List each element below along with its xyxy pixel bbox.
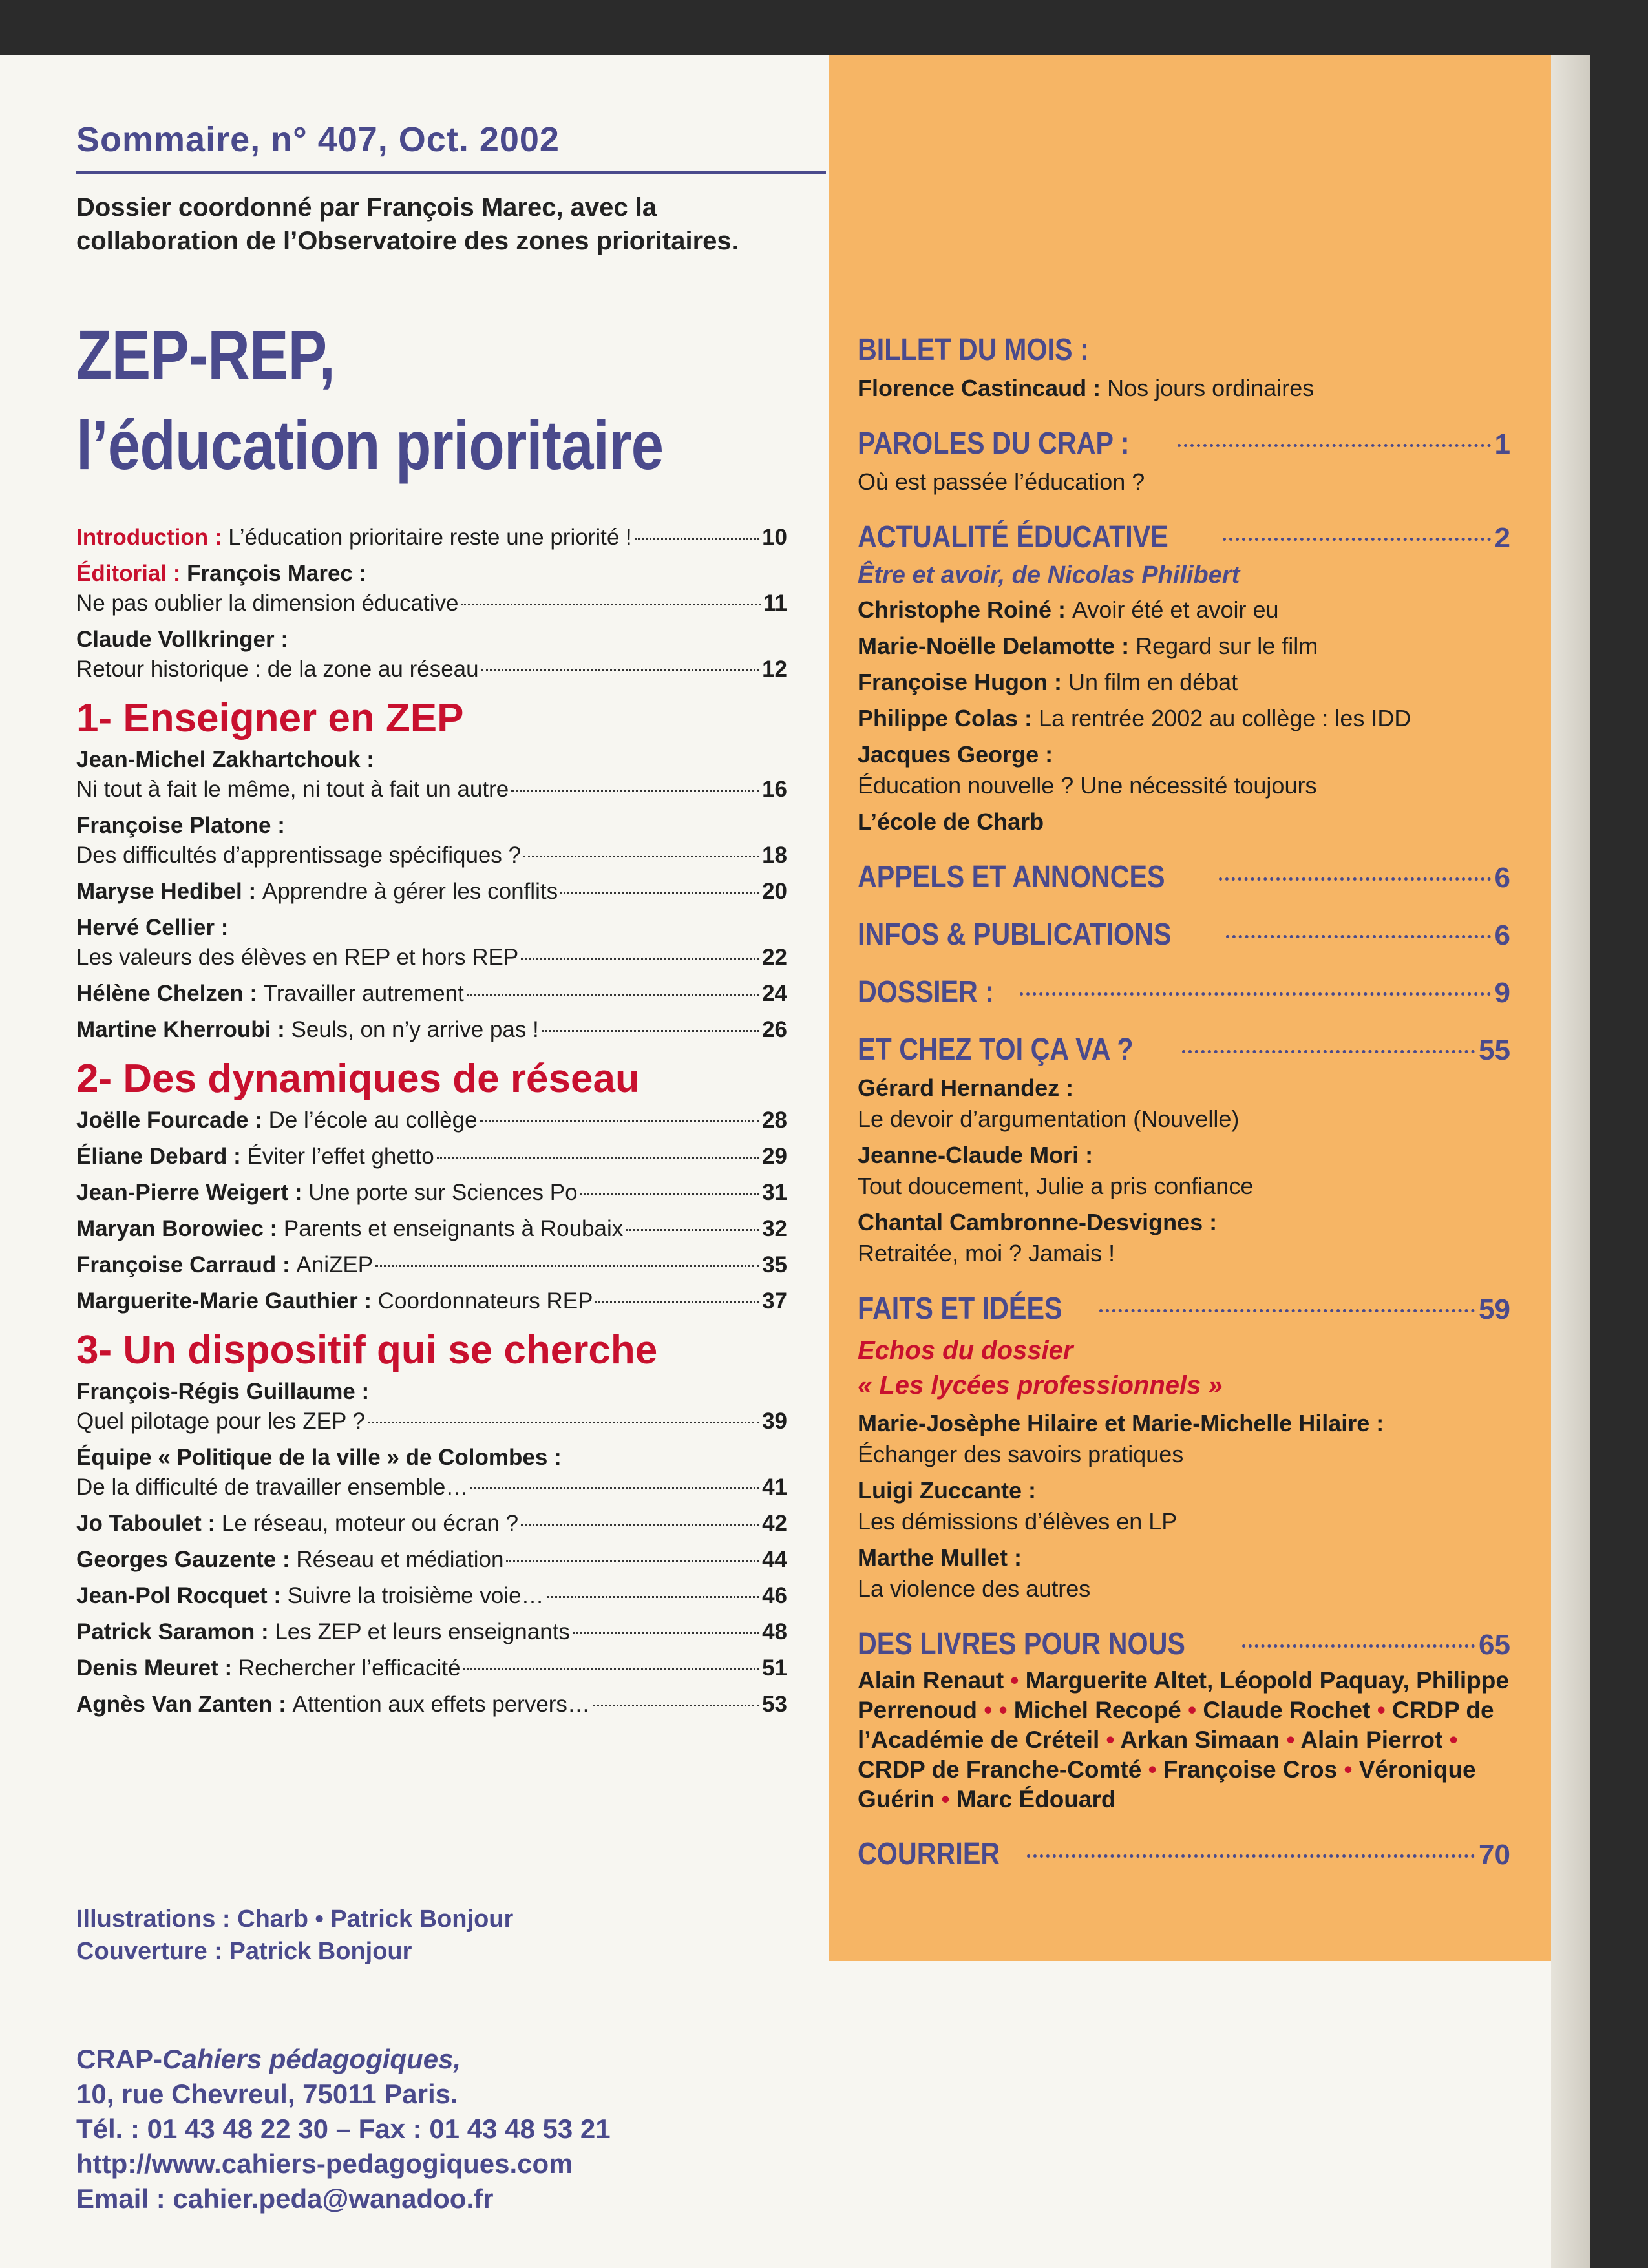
toc-entry[interactable] [76,1178,787,1208]
list-item[interactable] [858,1408,1510,1470]
entry-author: Jeanne-Claude Mori : [858,1142,1093,1168]
address-street: 10, rue Chevreul, 75011 Paris. [76,2079,458,2109]
bullet-separator: • [935,1786,956,1812]
toc-entry[interactable] [76,1214,787,1244]
bullet-separator: • [1181,1697,1203,1723]
toc-entry[interactable] [76,1617,787,1647]
toc-line [76,1617,787,1647]
dossier-heading[interactable] [858,974,1510,1010]
page-number: 41 [762,1475,787,1500]
entry-title: Regard sur le film [1136,633,1318,659]
dot-leader [626,1229,759,1231]
entry-author: Agnès Van Zanten : [76,1692,293,1717]
credits [76,1903,513,1968]
bullet-separator: • [1099,1727,1121,1753]
dot-leader [506,1560,759,1562]
entry-text [76,1407,365,1436]
dot-leader [437,1157,759,1159]
entry-text [76,1473,468,1502]
book-author[interactable]: Françoise Cros [1163,1756,1338,1783]
entry-title: Attention aux effets pervers… [292,1692,590,1717]
page-number: 51 [762,1655,787,1681]
entry-title: Retour historique : de la zone au réseau [76,656,479,682]
dot-leader [1178,444,1491,447]
list-item[interactable] [858,667,1510,698]
dot-leader [573,1632,759,1634]
org-name: CRAP- [76,2044,162,2074]
entry-text [76,1178,578,1208]
entry-text [76,1015,539,1045]
bullet-separator: • [1004,1667,1026,1694]
dossier-coordinator-note: Dossier coordonné par François Marec, avec la collaboration de l’Observatoire des zones prioritaires. [76,193,739,255]
entry-author: Jean-Pierre Weigert : [76,1180,309,1205]
page-number: 55 [1479,1034,1510,1066]
section-heading: INFOS & PUBLICATIONS [858,918,1172,952]
publisher-address [76,2042,611,2216]
entry-text [76,1545,503,1575]
entry-title: Suivre la troisième voie… [287,1583,544,1608]
entry-author: Chantal Cambronne-Desvignes : [858,1209,1218,1235]
dot-leader [467,994,759,996]
entry-title: L’éducation prioritaire reste une priorité ! [228,525,632,550]
toc-line [76,1178,787,1208]
book-author[interactable]: Véronique Guérin [858,1756,1476,1812]
toc-entry[interactable] [76,979,787,1009]
faits-heading[interactable] [858,1291,1510,1327]
address-email-link[interactable]: Email : cahier.peda@wanadoo.fr [76,2183,494,2214]
toc-line [76,589,787,618]
faits-subheading [858,1333,1510,1403]
page-number: 28 [762,1108,787,1133]
entry-author: François-Régis Guillaume : [76,1379,370,1404]
list-item[interactable] [858,373,1510,404]
entry-author: Hélène Chelzen : [76,981,264,1006]
entry-title: Nos jours ordinaires [1107,375,1315,401]
livres-heading[interactable] [858,1626,1510,1662]
page-number: 46 [762,1583,787,1608]
toc-line [76,1654,787,1683]
entry-title: Parents et enseignants à Roubaix [283,1216,624,1241]
entry-title: Quel pilotage pour les ZEP ? [76,1409,365,1434]
bullet-separator: • [1370,1697,1392,1723]
page-edge [1551,55,1590,2268]
entry-text [76,1286,593,1316]
page-number: 29 [762,1144,787,1169]
dot-leader [521,958,759,960]
toc-entry[interactable] [76,559,787,618]
dot-leader [580,1193,760,1195]
entry-text [76,1214,623,1244]
toc-entry[interactable] [76,1654,787,1683]
entry-author: Luigi Zuccante : [858,1477,1037,1504]
entry-author: Patrick Saramon : [76,1619,275,1644]
courrier-heading[interactable] [858,1836,1510,1872]
dot-leader [470,1487,759,1489]
entry-text [76,1690,590,1719]
dot-leader [1182,1050,1475,1053]
page-number: 9 [1494,977,1510,1009]
dossier-title-line1: ZEP-REP, [76,315,335,394]
dot-leader [480,1120,759,1122]
section-heading: 1- Enseigner en ZEP [76,696,464,740]
paroles-heading[interactable] [858,426,1510,461]
toc-line [76,1473,787,1502]
page-number: 53 [762,1692,787,1717]
dot-leader [1226,935,1490,938]
entry-title: Avoir été et avoir eu [1072,596,1279,623]
entry-author: Maryan Borowiec : [76,1216,284,1241]
page-number: 44 [762,1547,787,1572]
page-number: 6 [1494,862,1510,894]
entry-text [76,589,458,618]
entry-title: Les valeurs des élèves en REP et hors REP [76,945,519,970]
entry-author: Jean-Michel Zakhartchouk : [76,747,374,772]
address-phone: Tél. : 01 43 48 22 30 – Fax : 01 43 48 53 21 [76,2114,611,2144]
book-author[interactable]: Marguerite Altet, Léopold Paquay, Philippe Perrenoud [858,1667,1509,1723]
entry-title: Réseau et médiation [296,1547,504,1572]
list-item[interactable] [858,631,1510,662]
page-number: 16 [762,777,787,802]
billet-heading[interactable] [858,332,1510,368]
page-number: 31 [762,1180,787,1205]
page-number: 1 [1494,428,1510,460]
entry-author: Marie-Josèphe Hilaire et Marie-Michelle Hilaire : [858,1410,1384,1436]
dossier-title-line2: l’éducation prioritaire [76,406,664,484]
entry-title: Rechercher l’efficacité [238,1655,461,1681]
entry-text [76,655,479,684]
page-number: 37 [762,1288,787,1314]
dot-leader [1020,992,1490,996]
entry-text [76,1509,518,1538]
toc-line [76,877,787,907]
entry-text [76,943,518,972]
page-number: 10 [762,525,787,550]
toc-line [76,943,787,972]
entry-author: Christophe Roiné : [858,596,1072,623]
toc-line [76,655,787,684]
section-heading: APPELS ET ANNONCES [858,860,1165,894]
dot-leader [1027,1854,1475,1858]
entry-text [76,1654,461,1683]
toc-entry[interactable] [76,1545,787,1575]
toc-entry[interactable] [76,745,787,804]
bullet-separator: • [998,1697,1014,1723]
toc-line [76,1407,787,1436]
entry-author: Joëlle Fourcade : [76,1108,269,1133]
entry-title: La rentrée 2002 au collège : les IDD [1039,705,1411,731]
dot-leader [1099,1309,1475,1312]
dot-leader [593,1705,759,1706]
entry-author: François Marec : [187,561,367,586]
toc-line [76,775,787,804]
section-heading: BILLET DU MOIS : [858,333,1089,367]
actualite-subheading: Être et avoir, de Nicolas Philibert [858,562,1240,589]
entry-title: Ne pas oublier la dimension éducative [76,591,459,616]
toc-entry[interactable] [76,1142,787,1171]
entry-author: Jo Taboulet : [76,1511,222,1536]
page-number: 35 [762,1252,787,1277]
bullet-separator: • [1280,1727,1301,1753]
address-web-link[interactable]: http://www.cahiers-pedagogiques.com [76,2148,573,2179]
right-column [858,310,1510,1872]
toc-line [76,523,787,552]
entry-title: AniZEP [296,1252,374,1277]
section-heading: ACTUALITÉ ÉDUCATIVE [858,520,1168,554]
paroles-text: Où est passée l’éducation ? [858,468,1145,495]
entry-text [76,979,464,1009]
section-heading: FAITS ET IDÉES [858,1292,1062,1326]
toc-entry[interactable] [76,1443,787,1502]
section-heading: ET CHEZ TOI ÇA VA ? [858,1033,1134,1067]
dot-leader [635,538,759,540]
dot-leader [1223,538,1490,541]
entry-title: La violence des autres [858,1575,1091,1602]
toc-line [76,841,787,870]
page-number: 2 [1494,522,1510,554]
entry-title: Le réseau, moteur ou écran ? [221,1511,519,1536]
dot-leader [481,669,759,671]
entry-title: Tout doucement, Julie a pris confiance [858,1173,1254,1199]
actualite-heading[interactable] [858,520,1510,555]
editorial-label: Éditorial : [76,561,187,586]
section-heading: 3- Un dispositif qui se cherche [76,1328,658,1372]
credits-cover: Couverture : Patrick Bonjour [76,1938,412,1965]
list-item[interactable] [858,1475,1510,1537]
table-of-contents [76,523,787,1719]
intro-label: Introduction : [76,525,229,550]
page-number: 48 [762,1619,787,1644]
page-number: 65 [1479,1629,1510,1661]
page-number: 42 [762,1511,787,1536]
entry-author: Georges Gauzente : [76,1547,297,1572]
entry-text [76,1106,478,1135]
entry-author: Philippe Colas : [858,705,1039,731]
entry-title: Des difficultés d’apprentissage spécifiques ? [76,843,522,868]
entry-text [76,1142,434,1171]
toc-entry[interactable] [76,625,787,684]
dot-leader [461,604,761,605]
toc-entry[interactable] [76,1286,787,1316]
entry-title: Travailler autrement [263,981,464,1006]
toc-entry[interactable] [76,811,787,870]
book-author[interactable]: Alain Pierrot [1300,1727,1443,1753]
list-item[interactable] [858,739,1510,801]
entry-author: Marguerite-Marie Gauthier : [76,1288,378,1314]
entry-author: L’école de Charb [858,808,1044,835]
toc-entry[interactable] [76,1377,787,1436]
page-number: 26 [762,1017,787,1042]
entry-title: Un film en débat [1068,669,1238,695]
entry-author: Hervé Cellier : [76,915,229,940]
entry-author: Marie-Noëlle Delamotte : [858,633,1136,659]
toc-line [76,979,787,1009]
dot-leader [542,1030,759,1032]
page-number: 32 [762,1216,787,1241]
entry-author: Maryse Hedibel : [76,879,262,904]
entry-author: Éliane Debard : [76,1144,248,1169]
bullet-separator: • [1442,1727,1458,1753]
book-author[interactable]: Marc Édouard [956,1786,1116,1812]
address-org [76,2042,611,2077]
entry-title: De la difficulté de travailler ensemble… [76,1475,469,1500]
masthead: Sommaire, n° 407, Oct. 2002 [76,120,826,174]
entry-author: Jean-Pol Rocquet : [76,1583,288,1608]
toc-entry[interactable] [76,1509,787,1538]
entry-title: Une porte sur Sciences Po [308,1180,578,1205]
toc-entry[interactable] [76,523,787,552]
list-item[interactable] [858,806,1510,837]
book-author[interactable]: CRDP de l’Académie de Créteil [858,1697,1494,1753]
toc-entry[interactable] [76,1015,787,1045]
entry-title: Retraitée, moi ? Jamais ! [858,1240,1115,1266]
list-item[interactable] [858,594,1510,625]
page-number: 11 [763,591,787,616]
toc-entry[interactable] [76,877,787,907]
page-number: 59 [1479,1294,1510,1325]
page-number: 18 [762,843,787,868]
list-item[interactable] [858,1542,1510,1604]
book-author[interactable]: Arkan Simaan [1120,1727,1280,1753]
credits-illustrations: Illustrations : Charb • Patrick Bonjour [76,1906,514,1933]
toc-entry[interactable] [76,1106,787,1135]
toc-line [76,1690,787,1719]
toc-entry[interactable] [76,1690,787,1719]
page-number: 22 [762,945,787,970]
dot-leader [375,1265,759,1267]
bullet-separator: • [1337,1756,1359,1783]
entry-author: Florence Castincaud : [858,375,1108,401]
entry-title: Seuls, on n’y arrive pas ! [291,1017,539,1042]
entry-author: Marthe Mullet : [858,1544,1022,1571]
entry-title: Éducation nouvelle ? Une nécessité toujours [858,772,1317,799]
dot-leader [521,1524,759,1526]
dot-leader [368,1422,759,1423]
toc-line [76,1286,787,1316]
toc-line [76,1142,787,1171]
page-number: 20 [762,879,787,904]
dot-leader [1242,1644,1475,1648]
entry-author: Françoise Platone : [76,813,285,838]
bullet-separator: • [1141,1756,1163,1783]
entry-author: Françoise Carraud : [76,1252,297,1277]
page-number: 6 [1494,919,1510,951]
entry-title: Le devoir d’argumentation (Nouvelle) [858,1106,1240,1132]
toc-entry[interactable] [76,1250,787,1280]
entry-text [76,1581,544,1611]
entry-text [76,1250,373,1280]
dot-leader [463,1668,759,1670]
list-item[interactable] [858,1140,1510,1202]
toc-entry[interactable] [76,913,787,972]
entry-text [76,775,509,804]
toc-line [76,1214,787,1244]
toc-line [76,1106,787,1135]
dot-leader [1219,877,1491,881]
entry-author: Martine Kherroubi : [76,1017,291,1042]
dot-leader [511,790,759,792]
section-heading: PAROLES DU CRAP : [858,426,1130,461]
bullet-separator: • [977,1697,999,1723]
infos-heading[interactable] [858,917,1510,952]
dot-leader [560,892,759,894]
section-heading: DES LIVRES POUR NOUS [858,1627,1185,1661]
list-item[interactable] [858,1073,1510,1135]
entry-author-line [76,559,787,589]
toc-line [76,1509,787,1538]
entry-text [76,1617,570,1647]
entry-title: De l’école au collège [268,1108,478,1133]
entry-title: Les démissions d’élèves en LP [858,1508,1178,1535]
list-item[interactable] [858,1207,1510,1269]
org-name-italic: Cahiers pédagogiques, [162,2044,461,2074]
toc-line [76,1015,787,1045]
left-column [76,120,787,1719]
page-number: 24 [762,981,787,1006]
faits-subheading-line1: Echos du dossier [858,1336,1073,1365]
entry-title: Coordonnateurs REP [377,1288,593,1314]
entry-text [76,841,521,870]
appels-heading[interactable] [858,859,1510,895]
entry-title: Apprendre à gérer les conflits [262,879,558,904]
dot-leader [547,1596,760,1598]
book-author[interactable]: Claude Rochet [1203,1697,1371,1723]
entry-author: Françoise Hugon : [858,669,1069,695]
toc-line [76,1250,787,1280]
book-author[interactable]: Alain Renaut [858,1667,1004,1694]
page-number: 12 [762,656,787,682]
page-number: 70 [1479,1839,1510,1871]
toc-line [76,1581,787,1611]
entry-author: Équipe « Politique de la ville » de Colombes : [76,1445,562,1470]
dot-leader [523,856,759,857]
entry-title: Ni tout à fait le même, ni tout à fait un autre [76,777,509,802]
faits-subheading-line2: « Les lycées professionnels » [858,1371,1223,1400]
dossier-title [76,310,809,490]
entry-author: Gérard Hernandez : [858,1075,1074,1101]
section-heading: COURRIER [858,1837,1000,1871]
list-item[interactable] [858,703,1510,734]
dot-leader [595,1301,759,1303]
toc-line [76,1545,787,1575]
page-number: 39 [762,1409,787,1434]
entry-text [76,523,632,552]
entry-author: Claude Vollkringer : [76,627,289,652]
entry-author: Denis Meuret : [76,1655,238,1681]
book-author[interactable]: Michel Recopé [1013,1697,1181,1723]
entry-title: Échanger des savoirs pratiques [858,1441,1184,1467]
toc-entry[interactable] [76,1581,787,1611]
entry-title: Les ZEP et leurs enseignants [275,1619,570,1644]
book-author[interactable]: CRDP de Franche-Comté [858,1756,1142,1783]
section-heading: 2- Des dynamiques de réseau [76,1056,640,1101]
entry-title: Éviter l’effet ghetto [247,1144,434,1169]
entry-text [76,877,558,907]
book-authors [858,1666,1510,1814]
section-heading: DOSSIER : [858,975,995,1009]
entry-author: Jacques George : [858,741,1053,768]
chez-heading[interactable] [858,1032,1510,1067]
